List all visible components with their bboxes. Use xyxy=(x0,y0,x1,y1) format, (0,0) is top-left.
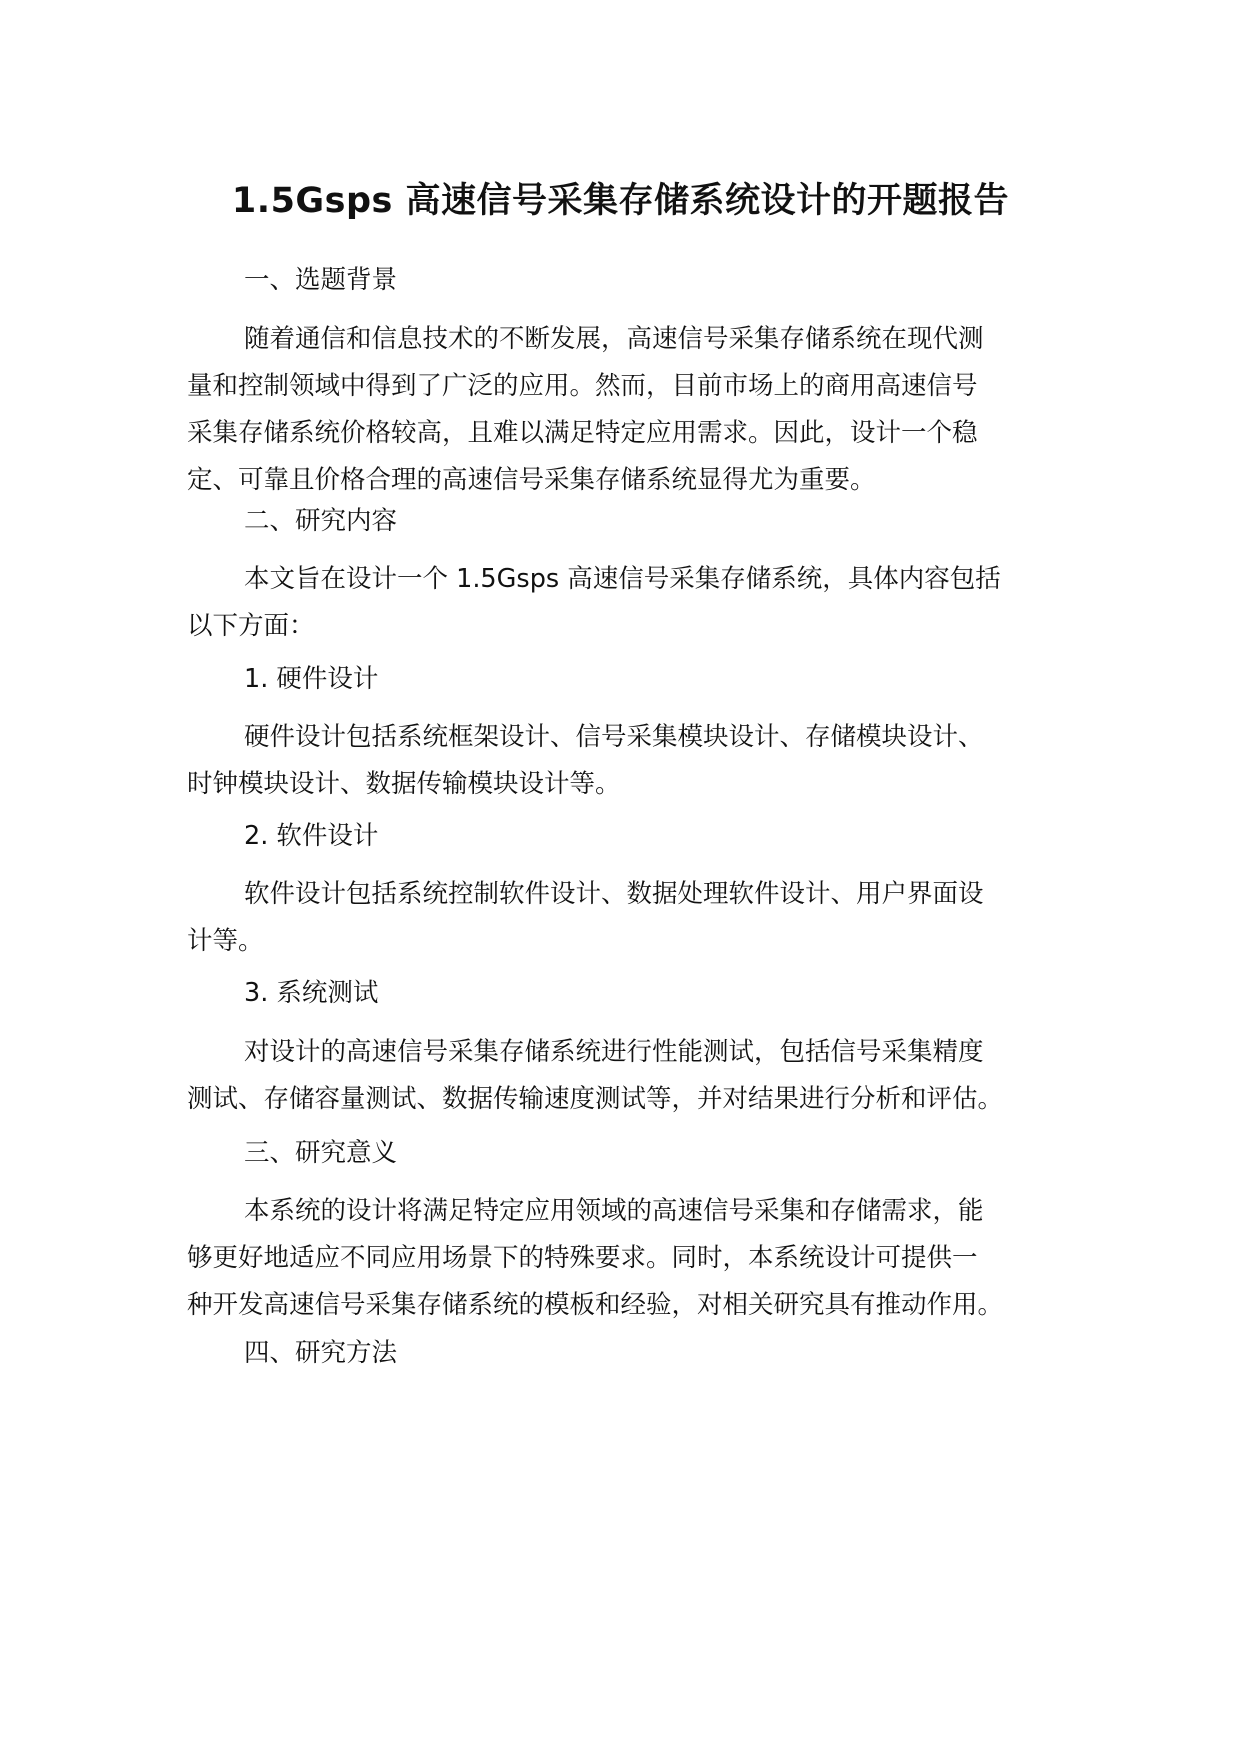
text-line: 随着通信和信息技术的不断发展，高速信号采集存储系统在现代测 xyxy=(244,324,984,354)
text-line: 本系统的设计将满足特定应用领域的高速信号采集和存储需求，能 xyxy=(244,1196,984,1226)
text-line: 硬件设计包括系统框架设计、信号采集模块设计、存储模块设计、 xyxy=(244,722,984,752)
text-line: 量和控制领域中得到了广泛的应用。然而，目前市场上的商用高速信号 xyxy=(187,371,978,401)
text-line: 软件设计包括系统控制软件设计、数据处理软件设计、用户界面设 xyxy=(244,879,984,909)
section-heading-methods: 四、研究方法 xyxy=(244,1338,398,1368)
document-title: 1.5Gsps 高速信号采集存储系统设计的开题报告 xyxy=(231,181,1010,221)
section-heading-content: 二、研究内容 xyxy=(244,506,398,536)
text-line: 测试、存储容量测试、数据传输速度测试等，并对结果进行分析和评估。 xyxy=(187,1084,1004,1114)
paragraph-content-intro xyxy=(187,556,1067,650)
paragraph-significance xyxy=(187,1188,1067,1329)
text-line: 够更好地适应不同应用场景下的特殊要求。同时，本系统设计可提供一 xyxy=(187,1243,978,1273)
paragraph-hardware xyxy=(187,714,1067,808)
text-line: 对设计的高速信号采集存储系统进行性能测试，包括信号采集精度 xyxy=(244,1037,984,1067)
text-line: 以下方面： xyxy=(187,611,315,641)
text-line: 采集存储系统价格较高，且难以满足特定应用需求。因此，设计一个稳 xyxy=(187,418,978,448)
text-line: 时钟模块设计、数据传输模块设计等。 xyxy=(187,769,621,799)
section-heading-significance: 三、研究意义 xyxy=(244,1138,398,1168)
text-line: 种开发高速信号采集存储系统的模板和经验，对相关研究具有推动作用。 xyxy=(187,1290,1004,1320)
item-heading-hardware: 1. 硬件设计 xyxy=(244,664,379,694)
item-heading-software: 2. 软件设计 xyxy=(244,821,379,851)
section-heading-background: 一、选题背景 xyxy=(244,265,398,295)
paragraph-background xyxy=(187,316,1067,504)
paragraph-software xyxy=(187,871,1067,965)
text-line: 计等。 xyxy=(187,926,264,956)
paragraph-testing xyxy=(187,1029,1067,1123)
text-line: 定、可靠且价格合理的高速信号采集存储系统显得尤为重要。 xyxy=(187,465,876,495)
item-heading-testing: 3. 系统测试 xyxy=(244,978,379,1008)
text-line: 本文旨在设计一个 1.5Gsps 高速信号采集存储系统，具体内容包括 xyxy=(244,564,1001,594)
